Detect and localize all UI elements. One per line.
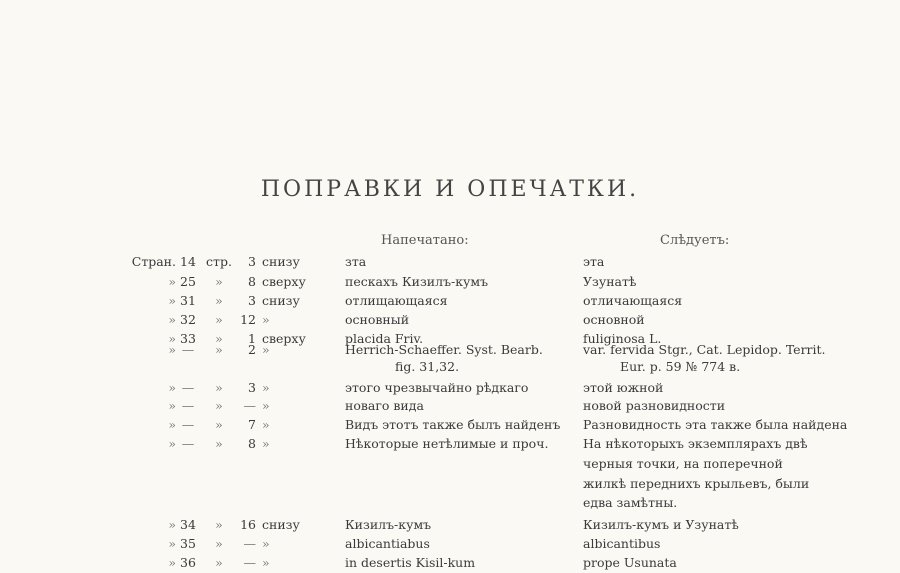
table-row [0, 396, 900, 416]
table-row [0, 454, 900, 474]
col-printed: placida Friv. [345, 331, 424, 346]
col-line-number: — [243, 398, 256, 413]
col-page-number: — [181, 436, 195, 451]
table-row [0, 553, 900, 573]
col-correct: albicantibus [583, 536, 661, 551]
col-page-label: Стран. [131, 254, 176, 269]
col-page-label: » [168, 517, 176, 532]
col-line-label: » [215, 436, 223, 451]
col-line-number: 3 [248, 380, 256, 395]
col-correct: эта [583, 254, 605, 269]
col-line-number: 1 [248, 331, 256, 346]
col-position: » [262, 380, 270, 395]
col-printed: этого чрезвычайно рѣдкаго [345, 380, 529, 395]
col-line-number: — [243, 536, 256, 551]
col-line-label: » [215, 312, 223, 327]
col-line-number: 8 [248, 274, 256, 289]
col-line-number: 2 [248, 342, 256, 357]
table-row [0, 434, 900, 454]
col-correct: prope Usunata [583, 555, 677, 570]
col-correct: Разновидность эта также была найдена [583, 417, 848, 432]
col-position: сверху [262, 331, 306, 346]
col-page-number: 36 [180, 555, 196, 570]
col-page-number: — [181, 380, 195, 395]
col-page-number: 35 [180, 536, 196, 551]
col-page-label: » [168, 331, 176, 346]
col-line-label: » [215, 555, 223, 570]
col-position: » [262, 555, 270, 570]
col-line-label: » [215, 398, 223, 413]
col-position: » [262, 417, 270, 432]
col-printed: зта [345, 254, 367, 269]
col-correct: новой разновидности [583, 398, 726, 413]
table-row [0, 515, 900, 535]
col-printed: отлищающаяся [345, 293, 448, 308]
col-position: снизу [262, 293, 300, 308]
col-correct: Кизилъ-кумъ и Узунатѣ [583, 517, 739, 532]
page-title: ПОПРАВКИ И ОПЕЧАТКИ. [260, 177, 640, 202]
col-correct: черныя точки, на поперечной [583, 456, 783, 471]
col-line-number: — [243, 555, 256, 570]
col-line-number: 12 [240, 312, 256, 327]
col-position: » [262, 436, 270, 451]
col-position: » [262, 342, 270, 357]
col-printed: fig. 31,32. [395, 359, 460, 374]
table-row [0, 291, 900, 311]
col-correct: fuliginosa L. [583, 331, 662, 346]
col-line-label: » [215, 536, 223, 551]
col-page-label: » [168, 536, 176, 551]
col-printed: Herrich-Schaeffer. Syst. Bearb. [345, 342, 543, 357]
col-position: » [262, 398, 270, 413]
col-line-number: 3 [248, 293, 256, 308]
col-correct: жилкѣ переднихъ крыльевъ, были [583, 476, 810, 491]
col-page-label: » [168, 380, 176, 395]
table-row [0, 378, 900, 398]
col-line-number: 8 [248, 436, 256, 451]
col-correct: основной [583, 312, 645, 327]
col-line-label: » [215, 342, 223, 357]
col-line-label: » [215, 417, 223, 432]
col-page-label: » [168, 312, 176, 327]
col-page-label: » [168, 417, 176, 432]
col-page-number: 33 [180, 331, 196, 346]
col-line-label: » [215, 331, 223, 346]
header-should: Слѣдуетъ: [660, 233, 730, 248]
col-page-number: 25 [180, 274, 196, 289]
col-printed: новаго вида [345, 398, 424, 413]
col-page-label: » [168, 436, 176, 451]
col-line-label: » [215, 380, 223, 395]
col-page-number: — [181, 342, 195, 357]
col-correct: Узунатѣ [583, 274, 637, 289]
header-printed: Напечатано: [381, 233, 469, 248]
col-page-number: — [181, 398, 195, 413]
col-position: » [262, 312, 270, 327]
col-correct: Eur. p. 59 № 774 в. [620, 359, 741, 374]
col-position: снизу [262, 517, 300, 532]
col-position: сверху [262, 274, 306, 289]
col-page-label: » [168, 274, 176, 289]
col-position: снизу [262, 254, 300, 269]
col-position: » [262, 536, 270, 551]
col-page-number: — [181, 417, 195, 432]
col-page-number: 34 [180, 517, 196, 532]
col-printed: in desertis Kisil-kum [345, 555, 476, 570]
table-row [0, 534, 900, 554]
table-row [0, 493, 900, 513]
table-row [0, 272, 900, 292]
col-page-label: » [168, 293, 176, 308]
col-printed: пескахъ Кизилъ-кумъ [345, 274, 489, 289]
col-page-number: 31 [180, 293, 196, 308]
col-line-label: » [215, 274, 223, 289]
col-line-label: » [215, 517, 223, 532]
col-line-label: стр. [206, 254, 232, 269]
col-page-label: » [168, 398, 176, 413]
col-page-number: 32 [180, 312, 196, 327]
col-line-label: » [215, 293, 223, 308]
col-line-number: 16 [240, 517, 256, 532]
col-printed: Нѣкоторые нетѣлимые и проч. [345, 436, 549, 451]
col-correct: var. fervida Stgr., Cat. Lepidop. Territ. [583, 342, 826, 357]
col-printed: Видъ этотъ также былъ найденъ [345, 417, 561, 432]
col-printed: Кизилъ-кумъ [345, 517, 432, 532]
table-row [0, 415, 900, 435]
col-correct: отличающаяся [583, 293, 683, 308]
table-row [0, 310, 900, 330]
col-page-label: » [168, 555, 176, 570]
col-printed: основный [345, 312, 410, 327]
table-row [0, 474, 900, 494]
col-page-number: 14 [180, 254, 196, 269]
col-correct: На нѣкоторыхъ экземплярахъ двѣ [583, 436, 808, 451]
col-page-label: » [168, 342, 176, 357]
col-line-number: 3 [248, 254, 256, 269]
table-row [0, 252, 900, 272]
col-correct: этой южной [583, 380, 664, 395]
table-row [0, 357, 900, 377]
col-correct: едва замѣтны. [583, 495, 678, 510]
col-line-number: 7 [248, 417, 256, 432]
col-printed: albicantiabus [345, 536, 430, 551]
